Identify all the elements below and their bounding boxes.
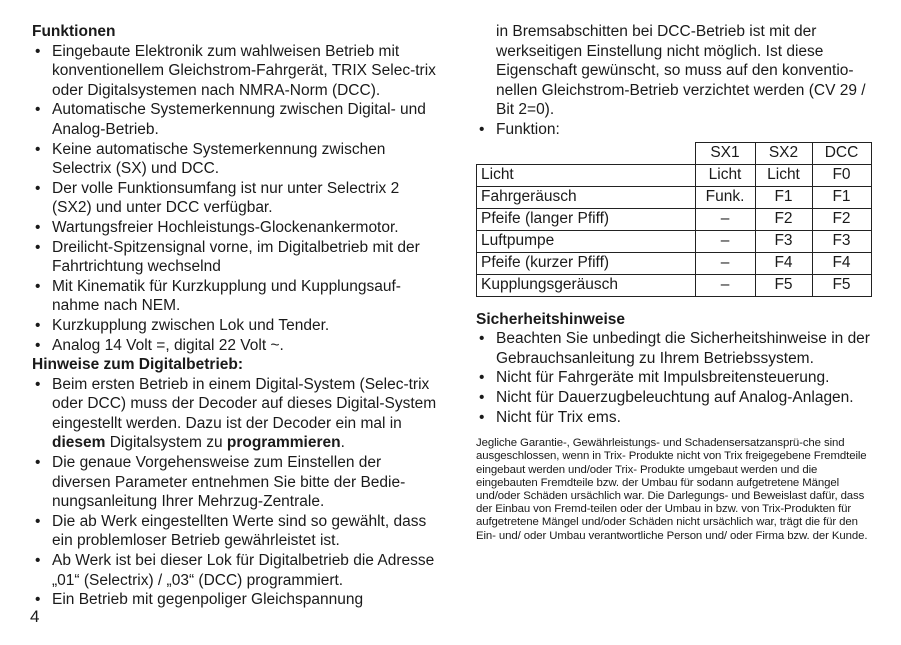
table-cell: F2 [812,208,871,230]
table-cell: Luftpumpe [477,230,696,252]
table-cell: Funk. [695,186,755,208]
table-row [477,186,872,208]
table-cell: Pfeife (langer Pfiff) [477,208,696,230]
page-number: 4 [30,607,40,626]
table-row [477,252,872,274]
right-column [476,22,876,543]
table-cell: Kupplungsgeräusch [477,274,696,296]
list-item: • Kurzkupplung zwischen Lok und Tender. [32,316,442,336]
table-header: SX1 [695,142,755,164]
list-item: • Nicht für Trix ems. [476,408,876,428]
safety-list [476,329,876,427]
list-item: • Analog 14 Volt =, digital 22 Volt ~. [32,336,442,356]
table-cell: F3 [812,230,871,252]
table-cell: – [695,230,755,252]
table-cell: Licht [695,164,755,186]
table-cell: F3 [755,230,812,252]
digital-list [32,375,442,610]
table-cell: F1 [755,186,812,208]
text: Digitalsystem zu [105,434,227,452]
list-item: • Beachten Sie unbedingt die Sicherheitshinweise in der Gebrauchsanleitung zu Ihrem Betriebssystem. [476,329,876,368]
list-item: • Der volle Funktionsumfang ist nur unter Selectrix 2 (SX2) und unter DCC verfügbar. [32,179,442,218]
list-item: • Eingebaute Elektronik zum wahlweisen Betrieb mit konventionellem Gleichstrom-Fahrgerät, TRIX Selec-trix oder Digitalsystemen nach NMRA-Norm (DCC). [32,42,442,101]
list-item: • Mit Kinematik für Kurzkupplung und Kupplungsauf-nahme nach NEM. [32,277,442,316]
list-item: • Die ab Werk eingestellten Werte sind so gewählt, dass ein problemloser Betrieb gewährleistet ist. [32,512,442,551]
function-table [476,142,872,297]
table-corner [477,142,696,164]
table-cell: Fahrgeräusch [477,186,696,208]
table-cell: F0 [812,164,871,186]
list-item: • Funktion: [476,120,876,140]
list-item: • Automatische Systemerkennung zwischen Digital- und Analog-Betrieb. [32,100,442,139]
table-cell: F1 [812,186,871,208]
functions-heading: Funktionen [32,23,116,40]
list-item: • Ein Betrieb mit gegenpoliger Gleichspannung [32,590,442,610]
list-item: • Nicht für Fahrgeräte mit Impulsbreitensteuerung. [476,368,876,388]
table-header: SX2 [755,142,812,164]
list-item: • Nicht für Dauerzugbeleuchtung auf Analog-Anlagen. [476,388,876,408]
text: Beim ersten Betrieb in einem Digital-System (Selec-trix oder DCC) muss der Decoder auf dieses Digital-System eingestellt werden. Dazu ist der Decoder ein mal in [52,375,437,432]
table-cell: F5 [755,274,812,296]
digital-heading: Hinweise zum Digitalbetrieb: [32,356,244,374]
table-row [477,164,872,186]
left-column [32,22,442,610]
table-cell: F2 [755,208,812,230]
emphasis: programmieren [226,434,341,452]
table-cell: Licht [477,164,696,186]
list-item: • Ab Werk ist bei dieser Lok für Digitalbetrieb die Adresse „01“ (Selectrix) / „03“ (DCC) programmiert. [32,551,442,590]
table-header-row [477,142,872,164]
table-cell: F4 [755,252,812,274]
table-cell: Licht [755,164,812,186]
table-cell: F4 [812,252,871,274]
functions-list [32,42,442,356]
safety-heading: Sicherheitshinweise [476,310,626,328]
list-item: • Die genaue Vorgehensweise zum Einstellen der diversen Parameter entnehmen Sie bitte der Bedie-nungsanleitung Ihrer Mehrzug-Zentrale. [32,453,442,512]
continuation-text: in Bremsabschitten bei DCC-Betrieb ist mit der werkseitigen Einstellung nicht möglich. Ist diese Eigenschaft gewünscht, so muss auf den konventio-nellen Gleichstrom-Betrieb verzichtet werden (CV 29 / Bit 2=0). [496,23,866,119]
emphasis: diesem [52,434,106,452]
table-cell: – [695,208,755,230]
list-item: • Keine automatische Systemerkennung zwischen Selectrix (SX) und DCC. [32,140,442,179]
text: . [340,434,345,452]
table-row [477,230,872,252]
list-item: • Dreilicht-Spitzensignal vorne, im Digitalbetrieb mit der Fahrtrichtung wechselnd [32,238,442,277]
list-item [32,375,442,453]
function-label-list [476,120,876,140]
warranty-text: Jegliche Garantie-, Gewährleistungs- und Schadensersatzansprü-che sind ausgeschlossen, wenn in Trix- Produkte nicht von Trix freigegebene Fremdteile eingebaut werden und/oder Trix- Produkte umgebaut werden und die eingebauten Fremdteile bzw. der Umbau für sodann aufgetretene Mängel und/oder Schäden ursächlich war. Die Darlegungs- und Beweislast dafür, dass der Einbau von Fremd-teilen oder der Umbau in bzw. von Trix-Produkten für aufgetretene Mängel und/oder Schäden nicht ursächlich war, trägt die für den Ein- und/ oder Umbau verantwortliche Person und/ oder Firma bzw. der Kunde. [476,437,868,542]
table-cell: F5 [812,274,871,296]
table-cell: Pfeife (kurzer Pfiff) [477,252,696,274]
table-cell: – [695,274,755,296]
list-item: • Wartungsfreier Hochleistungs-Glockenankermotor. [32,218,442,238]
table-header: DCC [812,142,871,164]
table-row [477,208,872,230]
table-row [477,274,872,296]
table-cell: – [695,252,755,274]
